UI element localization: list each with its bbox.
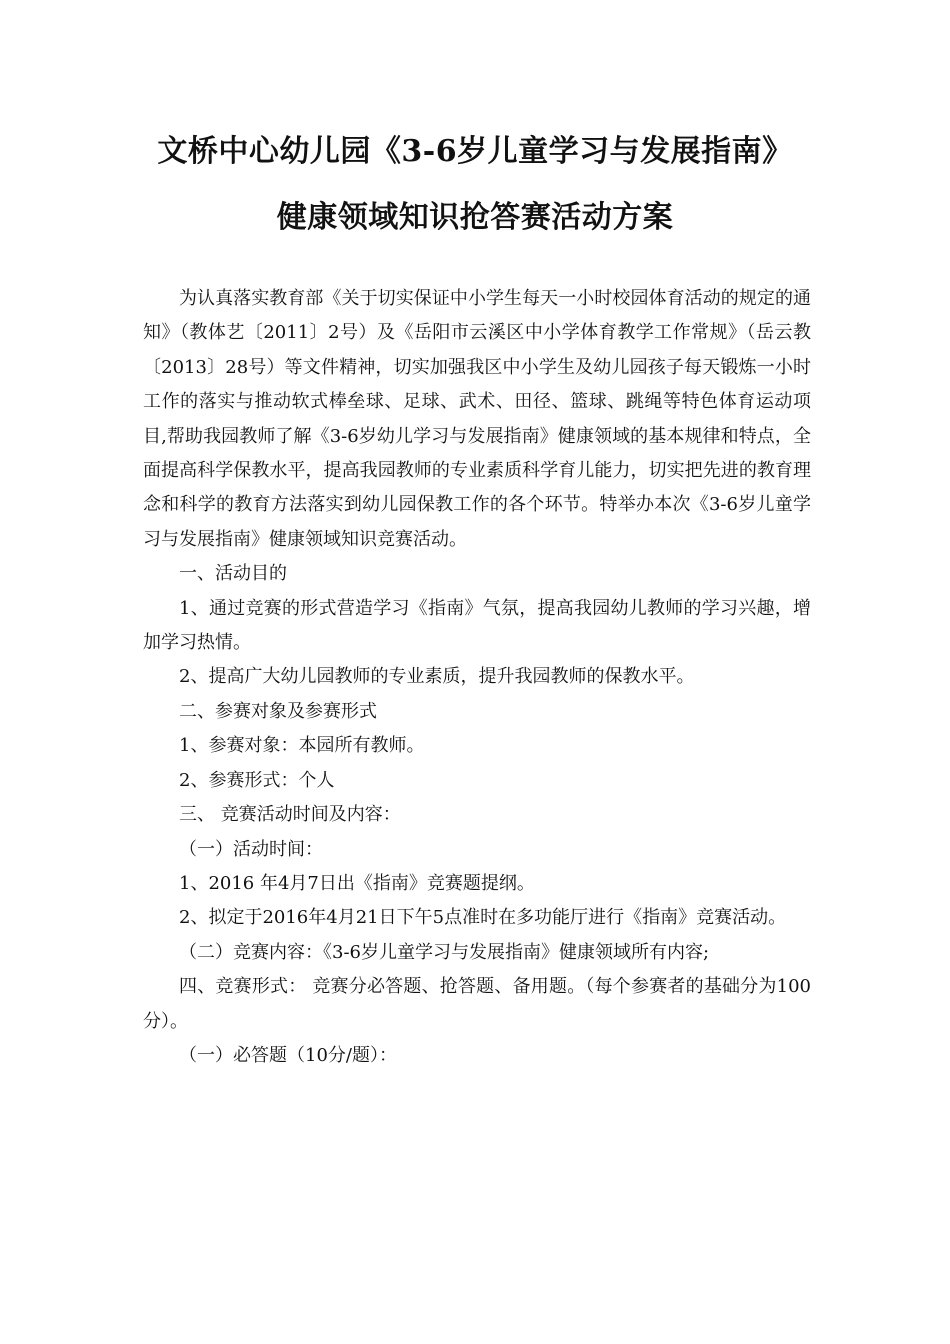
section-3-heading: 三、 竞赛活动时间及内容： [179, 804, 401, 826]
section-1-item-1: 1、通过竞赛的形式营造学习《指南》气氛，提高我园幼儿教师的学习兴趣，增加学习热情。 [143, 597, 811, 654]
section-1-item-2: 2、提高广大幼儿园教师的专业素质，提升我园教师的保教水平。 [179, 666, 695, 688]
section-4-heading: 四、竞赛形式： 竞赛分必答题、抢答题、备用题。（每个参赛者的基础分为100分）。 [143, 976, 811, 1032]
section-4-sub-1-heading: （一）必答题（10分/题）： [179, 1044, 397, 1066]
intro-paragraph: 为认真落实教育部《关于切实保证中小学生每天一小时校园体育活动的规定的通知》（教体艺〔2011〕2号）及《岳阳市云溪区中小学体育教学工作常规》（岳云教〔2013〕28号）等文件精神，切实加强我区中小学生及幼儿园孩子每天锻炼一小时工作的落实与推动软式棒垒球、足球、武术、田径、篮球、跳绳等特色体育运动项目,帮助我园教师了解《3-6岁幼儿学习与发展指南》健康领域的基本规律和特点，全面提高科学保教水平，提高我园教师的专业素质科学育儿能力，切实把先进的教育理念和科学的教育方法落实到幼儿园保教工作的各个环节。特举办本次《3-6岁儿童学习与发展指南》健康领域知识竞赛活动。 [143, 288, 811, 550]
document-body [143, 282, 811, 1073]
section-2-item-2: 2、参赛形式：个人 [179, 769, 335, 791]
section-3-sub-2: （二）竞赛内容：《3-6岁儿童学习与发展指南》健康领域所有内容; [179, 941, 710, 963]
section-3-sub-1-item-2: 2、拟定于2016年4月21日下午5点准时在多功能厅进行《指南》竞赛活动。 [179, 907, 787, 929]
section-2-item-1: 1、参赛对象：本园所有教师。 [179, 735, 425, 757]
section-3-sub-1-heading: （一）活动时间： [179, 838, 323, 860]
document-title-line-2: 健康领域知识抢答赛活动方案 [276, 200, 674, 235]
section-3-sub-1-item-1: 1、2016 年4月7日出《指南》竞赛题提纲。 [179, 872, 535, 894]
section-1-heading: 一、活动目的 [179, 563, 287, 585]
section-2-heading: 二、参赛对象及参赛形式 [179, 700, 377, 722]
document-title-line-1: 文桥中心幼儿园《3-6岁儿童学习与发展指南》 [157, 134, 793, 169]
